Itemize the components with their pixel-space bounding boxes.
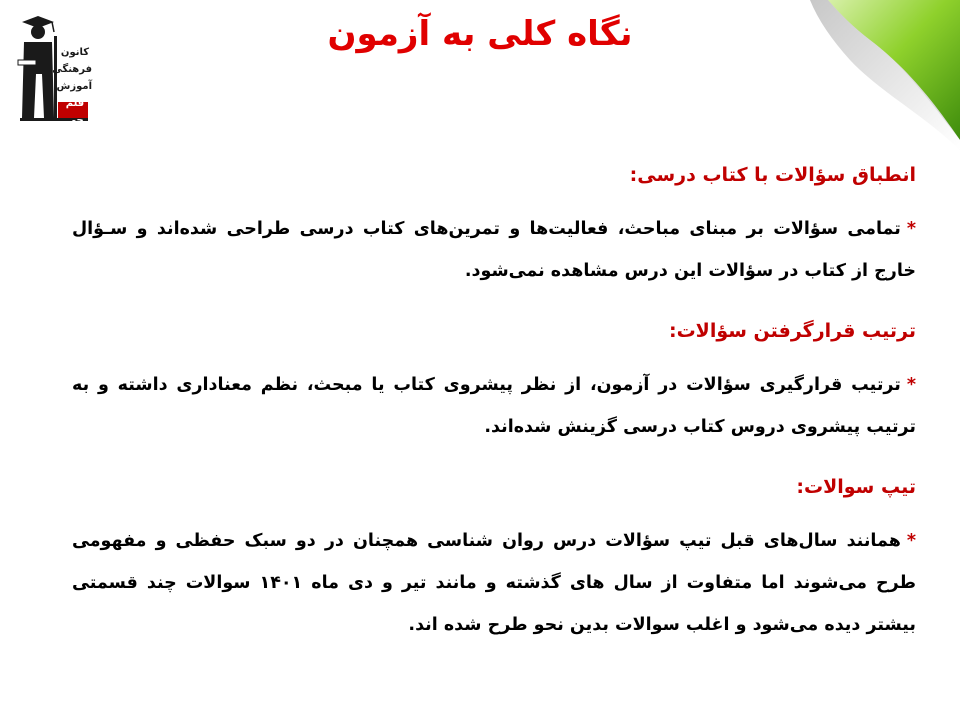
logo-line: قلم چی — [65, 98, 85, 126]
page-curl-decoration — [810, 0, 960, 150]
section-text: تمامی سؤالات بر مبنای مباحث، فعالیت‌ها و تمرین‌های کتاب درسی طراحی شده‌اند و سـؤال خارج از کتاب در سؤالات این درس مشاهده نمی‌شود. — [72, 219, 916, 281]
section-paragraph — [72, 364, 916, 448]
section-text: همانند سال‌های قبل تیپ سؤالات درس روان شناسی همچنان در دو سبک حفظی و مفهومی طرح می‌شوند اما متفاوت از سال های گذشته و مانند تیر و دی ماه ۱۴۰۱ سوالات چند قسمتی بیشتر دیده می‌شود و اغلب سوالات بدین نحو طرح شده اند. — [72, 531, 916, 635]
slide-content — [72, 158, 916, 646]
bullet-star-icon: * — [906, 531, 916, 551]
section-paragraph — [72, 208, 916, 292]
section-paragraph — [72, 520, 916, 646]
section-heading: تیپ سوالات: — [796, 476, 916, 498]
section-heading: ترتیب قرارگرفتن سؤالات: — [668, 320, 916, 342]
section-heading: انطباق سؤالات با کتاب درسی: — [629, 164, 916, 186]
bullet-star-icon: * — [906, 219, 916, 239]
bullet-star-icon: * — [906, 375, 916, 395]
kanoon-logo — [14, 14, 94, 126]
logo-line: فرهنگی — [52, 64, 92, 75]
logo-line: کانون — [60, 47, 90, 58]
slide-title: نگاه کلی به آزمون — [327, 14, 633, 54]
logo-line: آموزش — [56, 81, 92, 92]
section-text: ترتیب قرارگیری سؤالات در آزمون، از نظر پیشروی کتاب یا مبحث، نظم معناداری داشته و به ترتیب پیشروی دروس کتاب درسی گزینش شده‌اند. — [72, 375, 916, 437]
